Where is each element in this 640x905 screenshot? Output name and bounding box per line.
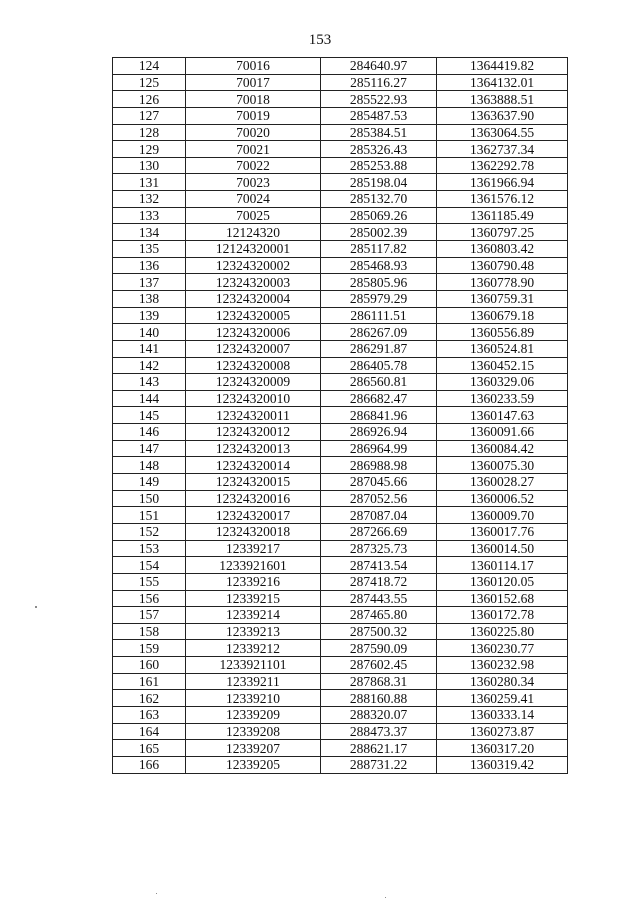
point-id-cell: 12324320018 [186,523,321,540]
row-number-cell: 161 [113,673,186,690]
y-coordinate-cell: 1360014.50 [437,540,568,557]
table-row [113,241,568,258]
x-coordinate-cell: 285069.26 [321,207,437,224]
x-coordinate-cell: 285132.70 [321,191,437,208]
table-row [113,640,568,657]
x-coordinate-cell: 285805.96 [321,274,437,291]
point-id-cell: 70019 [186,107,321,124]
table-row [113,274,568,291]
y-coordinate-cell: 1360028.27 [437,474,568,491]
point-id-cell: 12324320014 [186,457,321,474]
x-coordinate-cell: 285487.53 [321,107,437,124]
row-number-cell: 159 [113,640,186,657]
y-coordinate-cell: 1360172.78 [437,607,568,624]
table-row [113,740,568,757]
y-coordinate-cell: 1360333.14 [437,706,568,723]
y-coordinate-cell: 1360790.48 [437,257,568,274]
row-number-cell: 134 [113,224,186,241]
table-row [113,523,568,540]
x-coordinate-cell: 286988.98 [321,457,437,474]
x-coordinate-cell: 287266.69 [321,523,437,540]
table-row [113,224,568,241]
table-row [113,706,568,723]
row-number-cell: 147 [113,440,186,457]
row-number-cell: 124 [113,58,186,75]
table-row [113,157,568,174]
row-number-cell: 150 [113,490,186,507]
table-row [113,91,568,108]
y-coordinate-cell: 1360803.42 [437,241,568,258]
scan-speck [385,897,386,898]
table-row [113,723,568,740]
point-id-cell: 12324320008 [186,357,321,374]
x-coordinate-cell: 287465.80 [321,607,437,624]
table-row [113,557,568,574]
row-number-cell: 137 [113,274,186,291]
point-id-cell: 12124320 [186,224,321,241]
table-row [113,424,568,441]
y-coordinate-cell: 1364132.01 [437,74,568,91]
row-number-cell: 155 [113,573,186,590]
row-number-cell: 157 [113,607,186,624]
point-id-cell: 70016 [186,58,321,75]
table-row [113,357,568,374]
x-coordinate-cell: 287590.09 [321,640,437,657]
y-coordinate-cell: 1360232.98 [437,657,568,674]
point-id-cell: 12324320011 [186,407,321,424]
y-coordinate-cell: 1360114.17 [437,557,568,574]
point-id-cell: 70020 [186,124,321,141]
y-coordinate-cell: 1360778.90 [437,274,568,291]
point-id-cell: 12339216 [186,573,321,590]
point-id-cell: 12324320015 [186,474,321,491]
row-number-cell: 136 [113,257,186,274]
point-id-cell: 12339212 [186,640,321,657]
row-number-cell: 164 [113,723,186,740]
point-id-cell: 70025 [186,207,321,224]
y-coordinate-cell: 1360452.15 [437,357,568,374]
scan-speck [35,606,37,608]
table-row [113,607,568,624]
point-id-cell: 70023 [186,174,321,191]
table-row [113,507,568,524]
row-number-cell: 154 [113,557,186,574]
row-number-cell: 140 [113,324,186,341]
y-coordinate-cell: 1360120.05 [437,573,568,590]
y-coordinate-cell: 1363888.51 [437,91,568,108]
row-number-cell: 128 [113,124,186,141]
table-row [113,657,568,674]
row-number-cell: 165 [113,740,186,757]
row-number-cell: 160 [113,657,186,674]
point-id-cell: 12339217 [186,540,321,557]
point-id-cell: 12324320003 [186,274,321,291]
row-number-cell: 125 [113,74,186,91]
y-coordinate-cell: 1360329.06 [437,374,568,391]
y-coordinate-cell: 1360084.42 [437,440,568,457]
x-coordinate-cell: 285253.88 [321,157,437,174]
table-row [113,623,568,640]
point-id-cell: 12339208 [186,723,321,740]
y-coordinate-cell: 1361576.12 [437,191,568,208]
point-id-cell: 12339205 [186,756,321,773]
row-number-cell: 129 [113,141,186,158]
x-coordinate-cell: 288160.88 [321,690,437,707]
row-number-cell: 142 [113,357,186,374]
table-row [113,191,568,208]
x-coordinate-cell: 287413.54 [321,557,437,574]
row-number-cell: 153 [113,540,186,557]
x-coordinate-cell: 285002.39 [321,224,437,241]
y-coordinate-cell: 1363637.90 [437,107,568,124]
x-coordinate-cell: 286291.87 [321,340,437,357]
table-row [113,756,568,773]
point-id-cell: 12324320009 [186,374,321,391]
x-coordinate-cell: 286926.94 [321,424,437,441]
x-coordinate-cell: 286267.09 [321,324,437,341]
row-number-cell: 156 [113,590,186,607]
y-coordinate-cell: 1360259.41 [437,690,568,707]
y-coordinate-cell: 1360091.66 [437,424,568,441]
y-coordinate-cell: 1362737.34 [437,141,568,158]
table-row [113,374,568,391]
point-id-cell: 12339210 [186,690,321,707]
row-number-cell: 144 [113,390,186,407]
point-id-cell: 12324320004 [186,290,321,307]
point-id-cell: 12324320017 [186,507,321,524]
table-row [113,340,568,357]
x-coordinate-cell: 287868.31 [321,673,437,690]
table-row [113,407,568,424]
x-coordinate-cell: 285384.51 [321,124,437,141]
table-row [113,540,568,557]
row-number-cell: 141 [113,340,186,357]
x-coordinate-cell: 286405.78 [321,357,437,374]
x-coordinate-cell: 285979.29 [321,290,437,307]
table-row [113,474,568,491]
point-id-cell: 12339214 [186,607,321,624]
x-coordinate-cell: 286682.47 [321,390,437,407]
point-id-cell: 12339211 [186,673,321,690]
x-coordinate-cell: 287443.55 [321,590,437,607]
y-coordinate-cell: 1360273.87 [437,723,568,740]
row-number-cell: 145 [113,407,186,424]
row-number-cell: 143 [113,374,186,391]
point-id-cell: 12324320012 [186,424,321,441]
x-coordinate-cell: 287045.66 [321,474,437,491]
table-body [113,58,568,774]
row-number-cell: 148 [113,457,186,474]
point-id-cell: 12324320010 [186,390,321,407]
table-row [113,141,568,158]
x-coordinate-cell: 286111.51 [321,307,437,324]
x-coordinate-cell: 285117.82 [321,241,437,258]
table-row [113,390,568,407]
table-row [113,573,568,590]
table-row [113,107,568,124]
table-row [113,307,568,324]
y-coordinate-cell: 1360009.70 [437,507,568,524]
point-id-cell: 70022 [186,157,321,174]
row-number-cell: 162 [113,690,186,707]
x-coordinate-cell: 287418.72 [321,573,437,590]
x-coordinate-cell: 287052.56 [321,490,437,507]
point-id-cell: 12324320007 [186,340,321,357]
table-row [113,590,568,607]
row-number-cell: 163 [113,706,186,723]
point-id-cell: 12339213 [186,623,321,640]
row-number-cell: 166 [113,756,186,773]
point-id-cell: 12324320002 [186,257,321,274]
row-number-cell: 126 [113,91,186,108]
y-coordinate-cell: 1363064.55 [437,124,568,141]
point-id-cell: 12339215 [186,590,321,607]
table-row [113,124,568,141]
row-number-cell: 139 [113,307,186,324]
point-id-cell: 70018 [186,91,321,108]
table-row [113,74,568,91]
y-coordinate-cell: 1360225.80 [437,623,568,640]
table-row [113,490,568,507]
row-number-cell: 138 [113,290,186,307]
row-number-cell: 158 [113,623,186,640]
point-id-cell: 70024 [186,191,321,208]
y-coordinate-cell: 1360280.34 [437,673,568,690]
y-coordinate-cell: 1362292.78 [437,157,568,174]
y-coordinate-cell: 1364419.82 [437,58,568,75]
point-id-cell: 12324320006 [186,324,321,341]
y-coordinate-cell: 1360679.18 [437,307,568,324]
x-coordinate-cell: 287325.73 [321,540,437,557]
row-number-cell: 152 [113,523,186,540]
point-id-cell: 12124320001 [186,241,321,258]
row-number-cell: 133 [113,207,186,224]
coordinates-table [112,57,568,774]
table-row [113,207,568,224]
x-coordinate-cell: 286964.99 [321,440,437,457]
row-number-cell: 127 [113,107,186,124]
page-number: 153 [308,32,332,48]
y-coordinate-cell: 1360233.59 [437,390,568,407]
y-coordinate-cell: 1360017.76 [437,523,568,540]
y-coordinate-cell: 1361185.49 [437,207,568,224]
table-row [113,457,568,474]
y-coordinate-cell: 1361966.94 [437,174,568,191]
point-id-cell: 70021 [186,141,321,158]
x-coordinate-cell: 285116.27 [321,74,437,91]
table-row [113,324,568,341]
row-number-cell: 132 [113,191,186,208]
row-number-cell: 135 [113,241,186,258]
row-number-cell: 130 [113,157,186,174]
table-row [113,257,568,274]
y-coordinate-cell: 1360006.52 [437,490,568,507]
table-row [113,58,568,75]
point-id-cell: 12324320005 [186,307,321,324]
scan-speck [156,893,157,894]
row-number-cell: 149 [113,474,186,491]
x-coordinate-cell: 287500.32 [321,623,437,640]
table-row [113,290,568,307]
y-coordinate-cell: 1360797.25 [437,224,568,241]
row-number-cell: 151 [113,507,186,524]
table-row [113,174,568,191]
x-coordinate-cell: 284640.97 [321,58,437,75]
point-id-cell: 12339209 [186,706,321,723]
y-coordinate-cell: 1360319.42 [437,756,568,773]
table-row [113,440,568,457]
x-coordinate-cell: 287087.04 [321,507,437,524]
y-coordinate-cell: 1360524.81 [437,340,568,357]
y-coordinate-cell: 1360556.89 [437,324,568,341]
y-coordinate-cell: 1360230.77 [437,640,568,657]
table-row [113,690,568,707]
point-id-cell: 12324320016 [186,490,321,507]
point-id-cell: 12339207 [186,740,321,757]
x-coordinate-cell: 288320.07 [321,706,437,723]
x-coordinate-cell: 285468.93 [321,257,437,274]
y-coordinate-cell: 1360317.20 [437,740,568,757]
row-number-cell: 131 [113,174,186,191]
table-row [113,673,568,690]
point-id-cell: 12324320013 [186,440,321,457]
x-coordinate-cell: 286560.81 [321,374,437,391]
x-coordinate-cell: 288731.22 [321,756,437,773]
y-coordinate-cell: 1360759.31 [437,290,568,307]
x-coordinate-cell: 285522.93 [321,91,437,108]
x-coordinate-cell: 285326.43 [321,141,437,158]
x-coordinate-cell: 288473.37 [321,723,437,740]
point-id-cell: 70017 [186,74,321,91]
y-coordinate-cell: 1360147.63 [437,407,568,424]
x-coordinate-cell: 287602.45 [321,657,437,674]
x-coordinate-cell: 285198.04 [321,174,437,191]
y-coordinate-cell: 1360152.68 [437,590,568,607]
y-coordinate-cell: 1360075.30 [437,457,568,474]
point-id-cell: 1233921601 [186,557,321,574]
x-coordinate-cell: 288621.17 [321,740,437,757]
x-coordinate-cell: 286841.96 [321,407,437,424]
row-number-cell: 146 [113,424,186,441]
point-id-cell: 1233921101 [186,657,321,674]
